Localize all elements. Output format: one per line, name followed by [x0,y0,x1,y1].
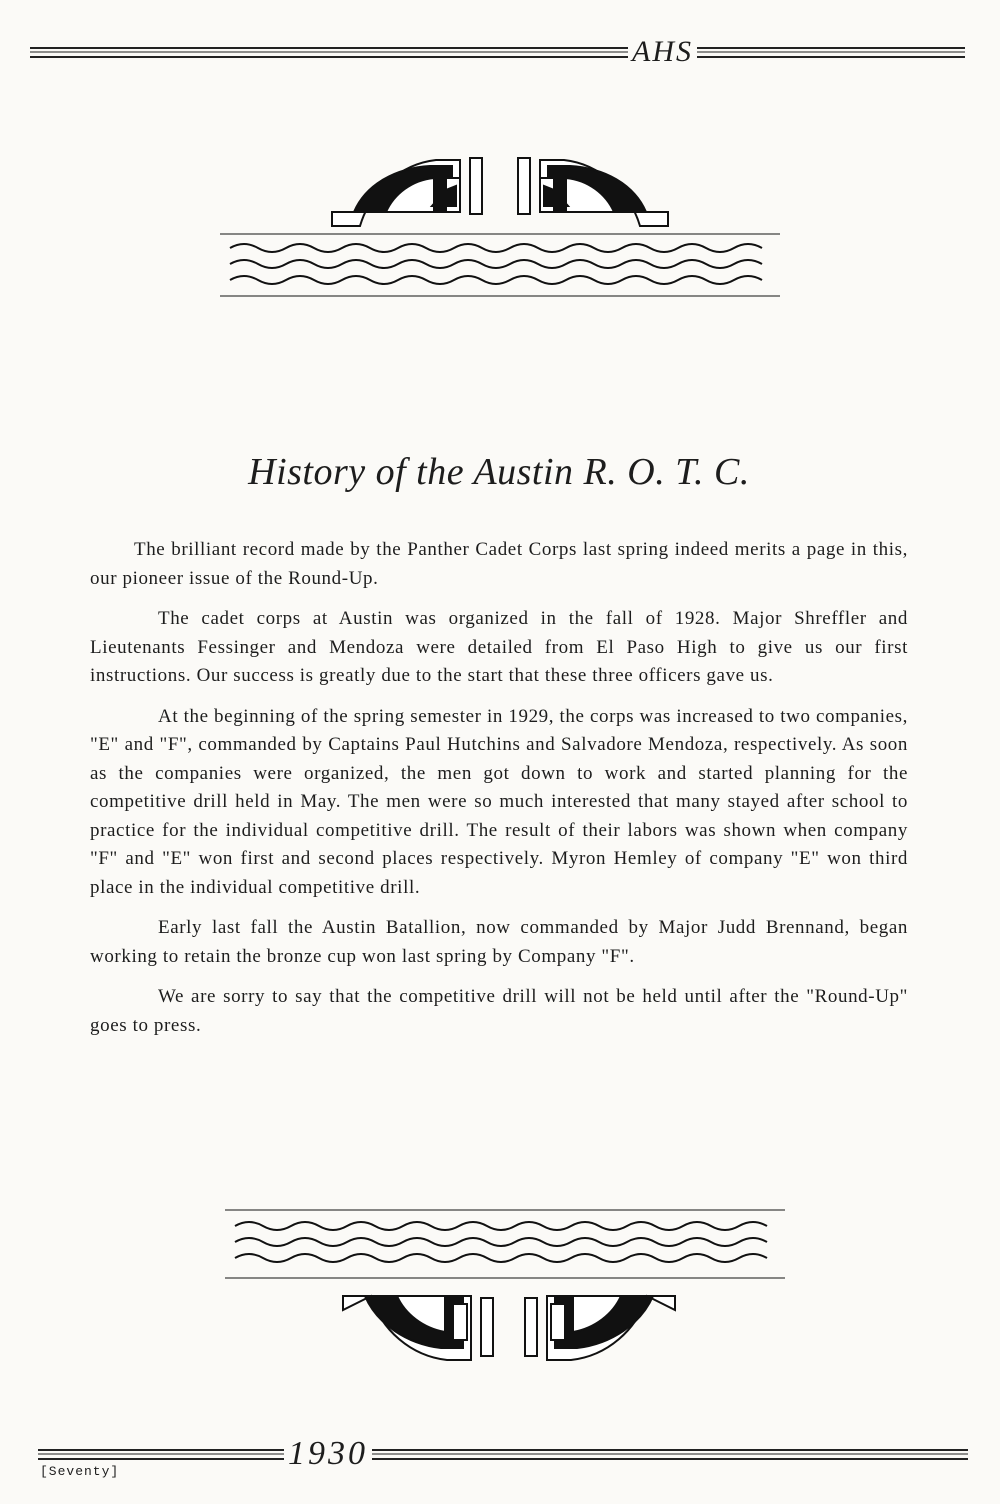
running-foot [38,1432,968,1476]
top-ornament [220,150,780,310]
paragraph-3: At the beginning of the spring semester in 1929, the corps was increased to two companies, "E" and "F", commanded by Captains Paul Hutchins and Salvadore Mendoza, respectively. As soon as the companies were organized, the men got down to work and started planning for the competitive drill held in May. The men were so much interested that many stayed after school to practice for the individual competitive drill. The result of their labors was shown when company "F" and "E" won first and second places respectively. Myron Hemley of company "E" won third place in the individual competitive drill. [90,705,908,898]
running-head-text: AHS [632,35,693,68]
article-title: History of the Austin R. O. T. C. [248,451,750,493]
paragraph-1: The brilliant record made by the Panther Cadet Corps last spring indeed merits a page in this, our pioneer issue of the Round-Up. [90,539,908,589]
bottom-ornament [225,1200,785,1370]
double-rule-right [372,1449,968,1460]
page-folio: [Seventy] [40,1464,120,1479]
article [90,450,908,1052]
double-rule-left [30,47,628,58]
paragraph-2: The cadet corps at Austin was organized in the fall of 1928. Major Shreffler and Lieutenants Fessinger and Mendoza were detailed from El Paso High to give us our first instructions. Our success is greatly due to the start that these three officers gave us. [90,608,908,686]
double-rule-right [697,47,965,58]
running-head [30,32,965,72]
paragraph-5: We are sorry to say that the competitive drill will not be held until after the "Round-Up" goes to press. [90,986,908,1036]
paragraph-4: Early last fall the Austin Batallion, now commanded by Major Judd Brennand, began working to retain the bronze cup won last spring by Company "F". [90,917,908,967]
footer-year: 1930 [288,1435,368,1472]
double-rule-left [38,1449,284,1460]
